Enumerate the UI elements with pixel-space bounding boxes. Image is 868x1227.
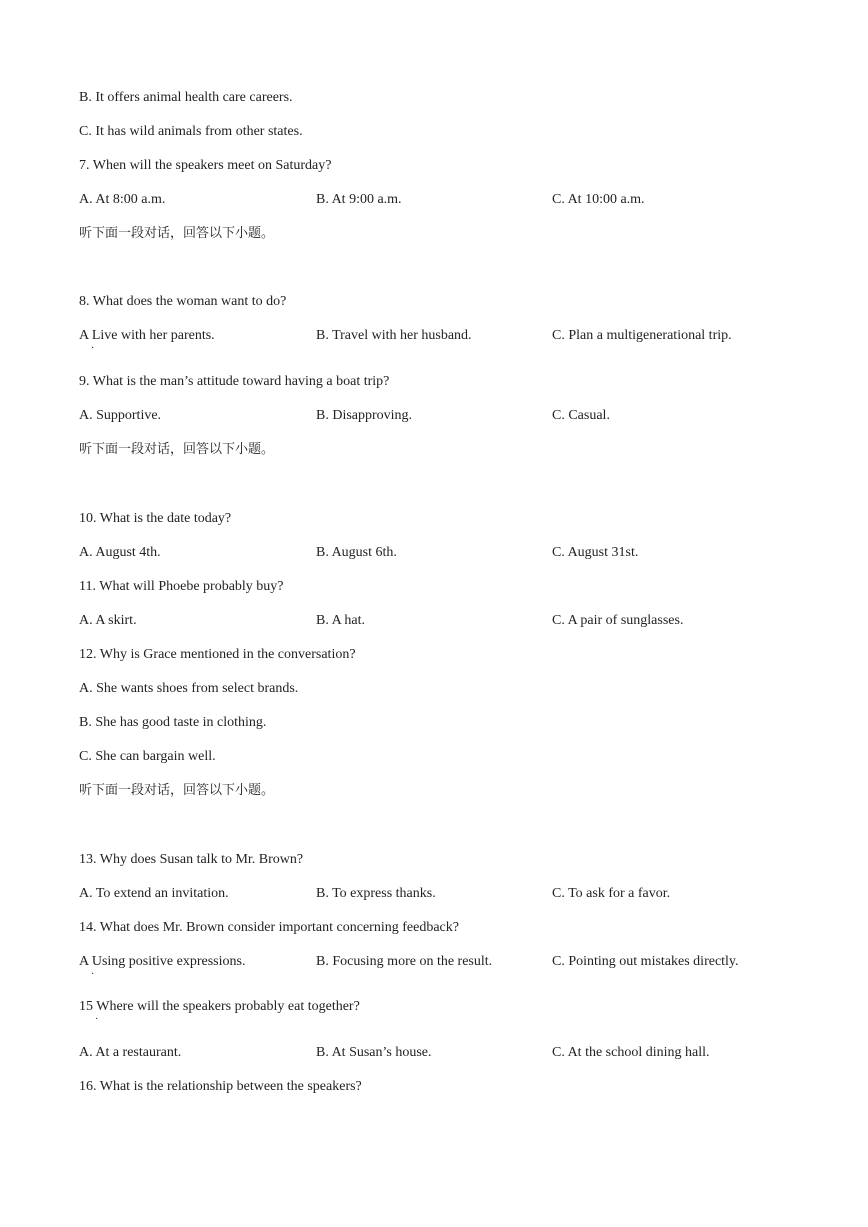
q11-option-a: A. A skirt.: [79, 613, 137, 628]
q13-option-a: A. To extend an invitation.: [79, 886, 229, 901]
section-direction-1: 听下面一段对话，回答以下小题。: [79, 226, 275, 241]
question-7: 7. When will the speakers meet on Saturday?: [79, 158, 332, 173]
question-13: 13. Why does Susan talk to Mr. Brown?: [79, 852, 304, 867]
option-a-dot: ·: [91, 343, 95, 354]
q14-option-c: C. Pointing out mistakes directly.: [552, 954, 739, 969]
question-10: 10. What is the date today?: [79, 511, 232, 526]
q10-option-a: A. August 4th.: [79, 545, 161, 560]
q6-option-b: B. It offers animal health care careers.: [79, 90, 293, 105]
q15-option-b: B. At Susan’s house.: [316, 1045, 432, 1060]
q10-option-b: B. August 6th.: [316, 545, 397, 560]
question-8: 8. What does the woman want to do?: [79, 294, 287, 309]
q11-option-c: C. A pair of sunglasses.: [552, 613, 684, 628]
q14-option-b: B. Focusing more on the result.: [316, 954, 493, 969]
q7-option-c: C. At 10:00 a.m.: [552, 192, 645, 207]
q8-option-b: B. Travel with her husband.: [316, 328, 472, 343]
option-a-dot: ·: [91, 969, 95, 980]
question-11: 11. What will Phoebe probably buy?: [79, 579, 284, 594]
q15-option-c: C. At the school dining hall.: [552, 1045, 710, 1060]
q9-option-a: A. Supportive.: [79, 408, 162, 423]
q12-option-c: C. She can bargain well.: [79, 749, 216, 764]
question-12: 12. Why is Grace mentioned in the conversation?: [79, 647, 356, 662]
q10-option-c: C. August 31st.: [552, 545, 639, 560]
question-15: 15 Where will the speakers probably eat together?: [79, 999, 360, 1014]
q7-option-b: B. At 9:00 a.m.: [316, 192, 402, 207]
q6-option-c: C. It has wild animals from other states.: [79, 124, 303, 139]
question-14: 14. What does Mr. Brown consider important concerning feedback?: [79, 920, 459, 935]
q12-option-b: B. She has good taste in clothing.: [79, 715, 267, 730]
q15-option-a: A. At a restaurant.: [79, 1045, 182, 1060]
section-direction-2: 听下面一段对话，回答以下小题。: [79, 442, 275, 457]
question-16: 16. What is the relationship between the speakers?: [79, 1079, 362, 1094]
q11-option-b: B. A hat.: [316, 613, 366, 628]
q13-option-b: B. To express thanks.: [316, 886, 436, 901]
question-9: 9. What is the man’s attitude toward having a boat trip?: [79, 374, 390, 389]
q9-option-c: C. Casual.: [552, 408, 610, 423]
q8-option-c: C. Plan a multigenerational trip.: [552, 328, 732, 343]
q12-option-a: A. She wants shoes from select brands.: [79, 681, 299, 696]
q14-option-a: A Using positive expressions.: [79, 954, 246, 969]
question-number-dot: ·: [95, 1014, 99, 1025]
q9-option-b: B. Disapproving.: [316, 408, 413, 423]
q7-option-a: A. At 8:00 a.m.: [79, 192, 166, 207]
q13-option-c: C. To ask for a favor.: [552, 886, 671, 901]
section-direction-3: 听下面一段对话，回答以下小题。: [79, 783, 275, 798]
q8-option-a: A Live with her parents.: [79, 328, 215, 343]
